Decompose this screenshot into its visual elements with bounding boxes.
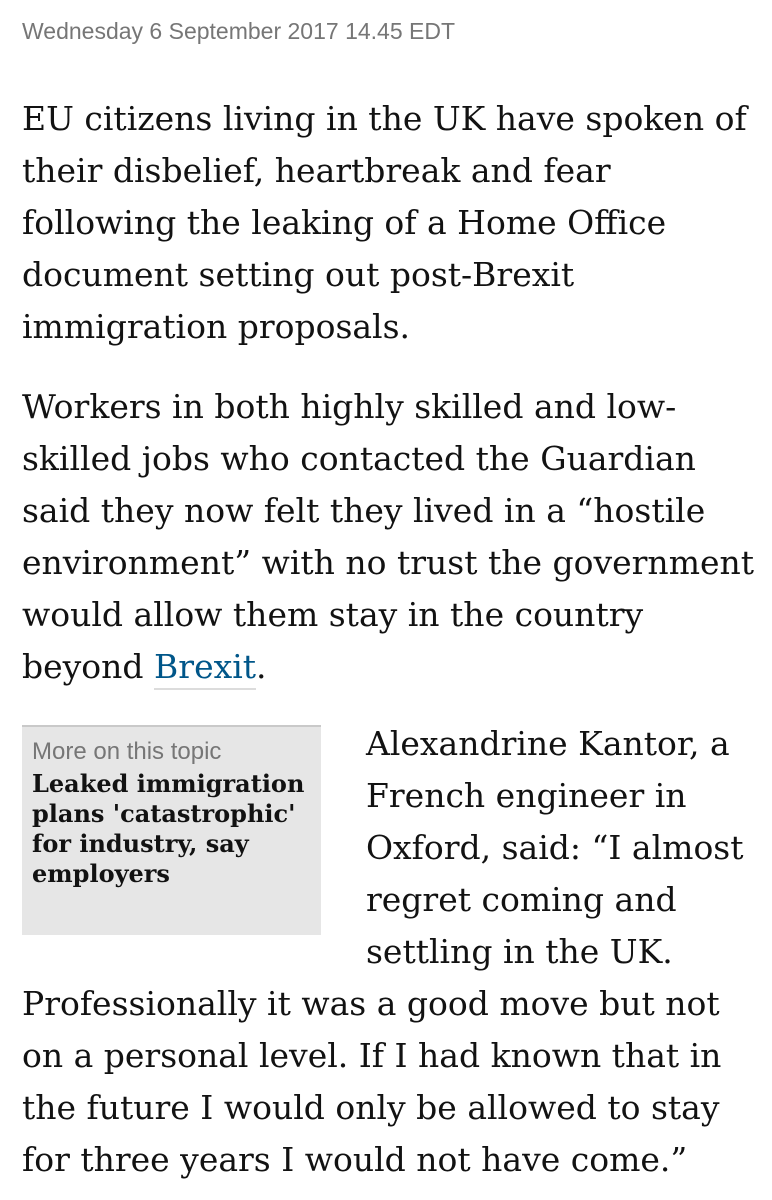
paragraph-line: Alexandrine Kantor, a: [366, 724, 730, 763]
paragraph-line: environment” with no trust the government: [22, 543, 755, 582]
paragraph-line: for three years I would not have come.”: [22, 1140, 688, 1179]
paragraph-line: EU citizens living in the UK have spoken of: [22, 99, 747, 138]
article-paragraph-1: [22, 93, 762, 353]
headline-line: for industry, say: [32, 829, 249, 858]
paragraph-line: Professionally it was a good move but not: [22, 984, 720, 1023]
related-story-box[interactable]: [22, 725, 321, 935]
paragraph-line: document setting out post-Brexit: [22, 255, 575, 294]
paragraph-line: immigration proposals.: [22, 307, 411, 346]
paragraph-line: following the leaking of a Home Office: [22, 203, 667, 242]
article-paragraph-2: [22, 381, 762, 693]
related-headline-link[interactable]: [32, 769, 311, 889]
paragraph-line: settling in the UK.: [366, 932, 673, 971]
line-suffix: .: [256, 647, 267, 686]
paragraph-line: Workers in both highly skilled and low-: [22, 387, 677, 426]
paragraph-line: regret coming and: [366, 880, 677, 919]
paragraph-line: skilled jobs who contacted the Guardian: [22, 439, 696, 478]
related-kicker: More on this topic: [32, 738, 222, 765]
paragraph-line: French engineer in: [366, 776, 687, 815]
paragraph-line: on a personal level. If I had known that in: [22, 1036, 722, 1075]
brexit-link[interactable]: Brexit: [154, 647, 256, 690]
paragraph-line: their disbelief, heartbreak and fear: [22, 151, 611, 190]
headline-line: employers: [32, 859, 170, 888]
headline-line: Leaked immigration: [32, 769, 305, 798]
paragraph-line: the future I would only be allowed to stay: [22, 1088, 720, 1127]
paragraph-line: Oxford, said: “I almost: [366, 828, 744, 867]
line-prefix: beyond: [22, 647, 155, 686]
paragraph-line: said they now felt they lived in a “hostile: [22, 491, 706, 530]
article-dateline: Wednesday 6 September 2017 14.45 EDT: [22, 18, 456, 44]
headline-line: plans 'catastrophic': [32, 799, 296, 828]
paragraph-line: would allow them stay in the country: [22, 595, 644, 634]
paragraph-line: [22, 641, 762, 693]
